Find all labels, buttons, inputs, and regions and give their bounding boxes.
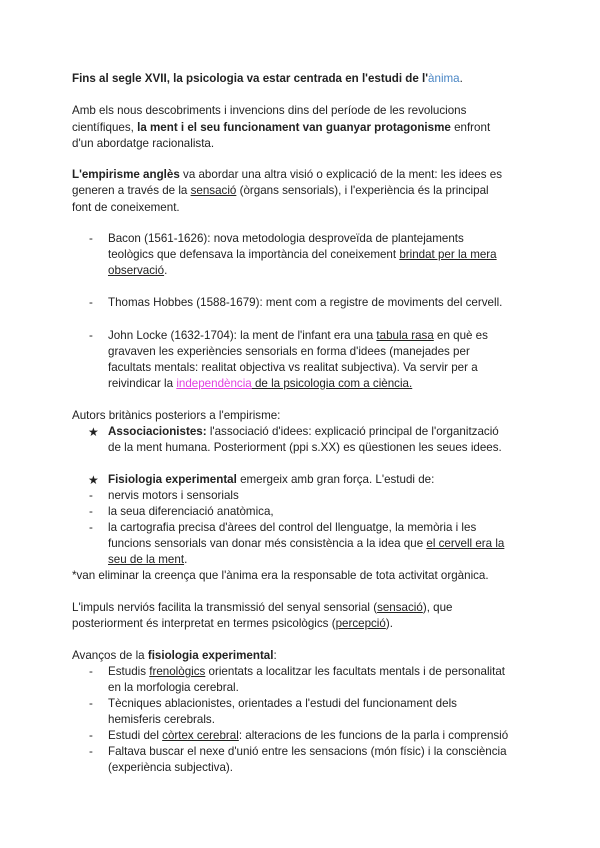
bacon-text: teològics que defensava la importància del coneixement (108, 248, 400, 261)
bacon-line3 (108, 263, 167, 279)
avancos-dash-3: - (89, 729, 93, 742)
star-icon: ★ (88, 425, 99, 439)
locke-line2: gravaven les experiències sensorials en forma d'idees (manejades per (108, 345, 470, 358)
impuls-text2: ), que (422, 601, 453, 614)
empirisme-bold: L'empirisme anglès (72, 168, 180, 181)
impuls-line2 (72, 616, 393, 632)
bacon-line2 (108, 247, 497, 263)
cortex-underlined: còrtex cerebral (162, 729, 239, 742)
avancos-colon: : (273, 649, 277, 662)
fisio-dash-3: - (89, 521, 93, 534)
avancos-dash-4: - (89, 745, 93, 758)
hobbes-dash: - (89, 296, 93, 309)
fisio-item-3: la cartografia precisa d'àrees del control del llenguatge, la memòria i les (108, 521, 477, 534)
avancos-heading (72, 648, 277, 664)
assoc-bold: Associacionistes: (108, 425, 207, 438)
p3-line3: font de coneixement. (72, 201, 180, 214)
p3-text2: generen a través de la (72, 184, 191, 197)
tabula-rasa-underlined: tabula rasa (376, 329, 434, 342)
fisio-text: emergeix amb gran força. L'estudi de: (236, 473, 435, 486)
star-icon: ★ (88, 473, 99, 487)
p3-text: va abordar una altra visió o explicació de la ment: les idees es (179, 168, 503, 181)
intro-period: . (459, 72, 463, 85)
p2-line3: d'un abordatge racionalista. (72, 137, 215, 150)
p2-line2 (72, 120, 490, 136)
assoc-line2: de la ment humana. Posteriorment (ppi s.XX) es qüestionen les seues idees. (108, 441, 502, 454)
cervell-underlined: el cervell era la (426, 537, 505, 550)
anima-word: ànima (428, 72, 460, 85)
avancos-i1-text2: orientats a localitzar les facultats mentals i de personalitat (205, 665, 505, 678)
avancos-text: Avanços de la (72, 649, 148, 662)
p3-line2 (72, 183, 489, 199)
bacon-period: . (164, 264, 168, 277)
locke-line1 (108, 328, 488, 344)
hobbes-line: Thomas Hobbes (1588-1679): ment com a registre de moviments del cervell. (108, 296, 503, 309)
avancos-dash-1: - (89, 665, 93, 678)
avancos-i1-text: Estudis (108, 665, 150, 678)
sensacio-underlined: sensació (190, 184, 237, 197)
locke-underlined: de la psicologia com a ciència. (251, 377, 413, 390)
intro-text: Fins al segle XVII, la psicologia va estar centrada en l'estudi de l' (72, 72, 429, 85)
sensacio-underlined-2: sensació (377, 601, 423, 614)
avancos-dash-2: - (89, 697, 93, 710)
fisio-period: . (184, 553, 188, 566)
impuls-text4: ). (385, 617, 393, 630)
impuls-text3: posteriorment és interpretat en termes psicològics ( (72, 617, 336, 630)
assoc-text: l'associació d'idees: explicació principal de l'organització (206, 425, 499, 438)
locke-text3: reivindicar la (108, 377, 177, 390)
avancos-item-4-line2: (experiència subjectiva). (108, 761, 234, 774)
fisio-note: *van eliminar la creença que l'ànima era la responsable de tota activitat orgànica. (72, 569, 489, 582)
p2-text: científiques, (72, 121, 138, 134)
avancos-item-4: Faltava buscar el nexe d'unió entre les sensacions (món físic) i la consciència (108, 745, 507, 758)
assoc-line1 (108, 424, 499, 440)
p3-line1 (72, 167, 502, 183)
fisio-dash-2: - (89, 505, 93, 518)
frenologics-underlined: frenològics (149, 665, 206, 678)
fisio-dash-1: - (89, 489, 93, 502)
avancos-bold: fisiologia experimental (147, 649, 274, 662)
fisio-text2: funcions sensorials van donar més consistència a la idea que (108, 537, 427, 550)
independencia-link: independència (176, 377, 252, 390)
p2-line1: Amb els nous descobriments i invencions dins del període de les revolucions (72, 104, 467, 117)
avancos-item-3 (108, 728, 508, 744)
locke-text2: en què es (433, 329, 488, 342)
p2-text-end: enfront (450, 121, 491, 134)
avancos-i3-text: Estudi del (108, 729, 163, 742)
fisio-item-1: nervis motors i sensorials (108, 489, 239, 502)
seu-ment-underlined: seu de la ment (108, 553, 185, 566)
fisio-line1 (108, 472, 434, 488)
impuls-text: L'impuls nerviós facilita la transmissió del senyal sensorial ( (72, 601, 378, 614)
impuls-line1 (72, 600, 452, 616)
intro-heading (72, 71, 463, 87)
fisio-bold: Fisiologia experimental (108, 473, 237, 486)
bacon-dash: - (89, 232, 93, 245)
avancos-item-1-line2: en la morfologia cerebral. (108, 681, 239, 694)
avancos-item-2-line2: hemisferis cerebrals. (108, 713, 215, 726)
fisio-item-2: la seua diferenciació anatòmica, (108, 505, 274, 518)
fisio-item-3-line2 (108, 536, 504, 552)
avancos-i3-text2: : alteracions de les funcions de la parla i comprensió (238, 729, 509, 742)
percepcio-underlined: percepció (335, 617, 386, 630)
avancos-item-1 (108, 664, 505, 680)
p2-bold: la ment i el seu funcionament van guanyar protagonisme (137, 121, 451, 134)
locke-line4 (108, 376, 412, 392)
locke-dash: - (89, 329, 93, 342)
locke-line3: facultats mentals: realitat objectiva vs realitat subjectiva). Va servir per a (108, 361, 478, 374)
avancos-item-2: Tècniques ablacionistes, orientades a l'estudi del funcionament dels (108, 697, 457, 710)
observacio-underlined: observació (108, 264, 165, 277)
bacon-underlined: brindat per la mera (399, 248, 497, 261)
fisio-item-3-line3 (108, 552, 187, 568)
bacon-line1: Bacon (1561-1626): nova metodologia desproveïda de plantejaments (108, 232, 464, 245)
locke-text: John Locke (1632-1704): la ment de l'infant era una (108, 329, 377, 342)
p3-text3: (òrgans sensorials), i l'experiència és la principal (236, 184, 489, 197)
autors-line: Autors britànics posteriors a l'empirisme: (72, 409, 281, 422)
